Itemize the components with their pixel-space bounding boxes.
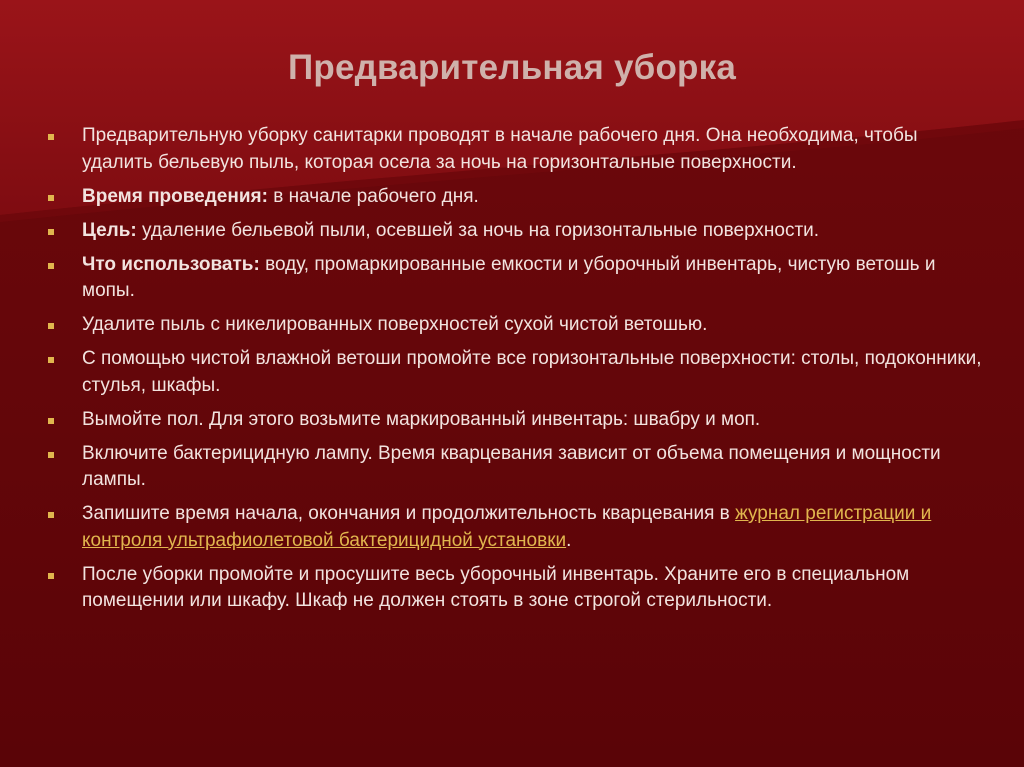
bullet-text: Удалите пыль с никелированных поверхностей сухой чистой ветошью. (82, 314, 708, 335)
bullet-bold-label: Что использовать: (82, 253, 260, 275)
bullet-text: Запишите время начала, окончания и продолжительность кварцевания в (82, 503, 736, 524)
bullet-item (48, 252, 988, 305)
bullet-item (48, 312, 988, 339)
bullet-text: Предварительную уборку санитарки проводят в начале рабочего дня. Она необходима, чтобы удалить бельевую пыль, которая осела за ночь на горизонтальные поверхности. (82, 125, 918, 173)
bullet-text: С помощью чистой влажной ветоши промойте все горизонтальные поверхности: столы, подоконники, стулья, шкафы. (82, 348, 982, 396)
bullet-item (48, 218, 988, 245)
bullet-text: в начале рабочего дня. (267, 185, 479, 207)
bullet-list (48, 123, 988, 622)
bullet-square-icon (48, 512, 54, 518)
bullet-item (48, 441, 988, 494)
bullet-item (48, 501, 988, 554)
bullet-item (48, 346, 988, 399)
bullet-bold-label: Время проведения: (82, 185, 268, 207)
bullet-square-icon (48, 418, 54, 424)
bullet-item (48, 184, 988, 211)
bullet-square-icon (48, 229, 54, 235)
bullet-square-icon (48, 323, 54, 329)
bullet-item (48, 123, 988, 176)
bullet-text: Включите бактерицидную лампу. Время кварцевания зависит от объема помещения и мощности лампы. (82, 442, 941, 490)
bullet-item (48, 407, 988, 434)
bullet-text: После уборки промойте и просушите весь уборочный инвентарь. Храните его в специальном помещении или шкафу. Шкаф не должен стоять в зоне строгой стерильности. (82, 563, 910, 611)
bullet-text-suffix: . (566, 529, 572, 551)
journal-link[interactable]: журнал регистрации и контроля ультрафиолетовой бактерицидной установки (82, 503, 932, 551)
bullet-square-icon (48, 195, 54, 201)
bullet-square-icon (48, 263, 54, 269)
slide-title: Предварительная уборка (288, 48, 736, 87)
bullet-text: Вымойте пол. Для этого возьмите маркированный инвентарь: швабру и моп. (82, 408, 761, 430)
bullet-square-icon (48, 452, 54, 458)
bullet-text: воду, промаркированные емкости и уборочный инвентарь, чистую ветошь и мопы. (82, 253, 936, 301)
bullet-square-icon (48, 357, 54, 363)
bullet-bold-label: Цель: (82, 219, 137, 241)
bullet-square-icon (48, 573, 54, 579)
bullet-text: удаление бельевой пыли, осевшей за ночь на горизонтальные поверхности. (136, 219, 820, 241)
bullet-item (48, 562, 988, 615)
bullet-square-icon (48, 134, 54, 140)
